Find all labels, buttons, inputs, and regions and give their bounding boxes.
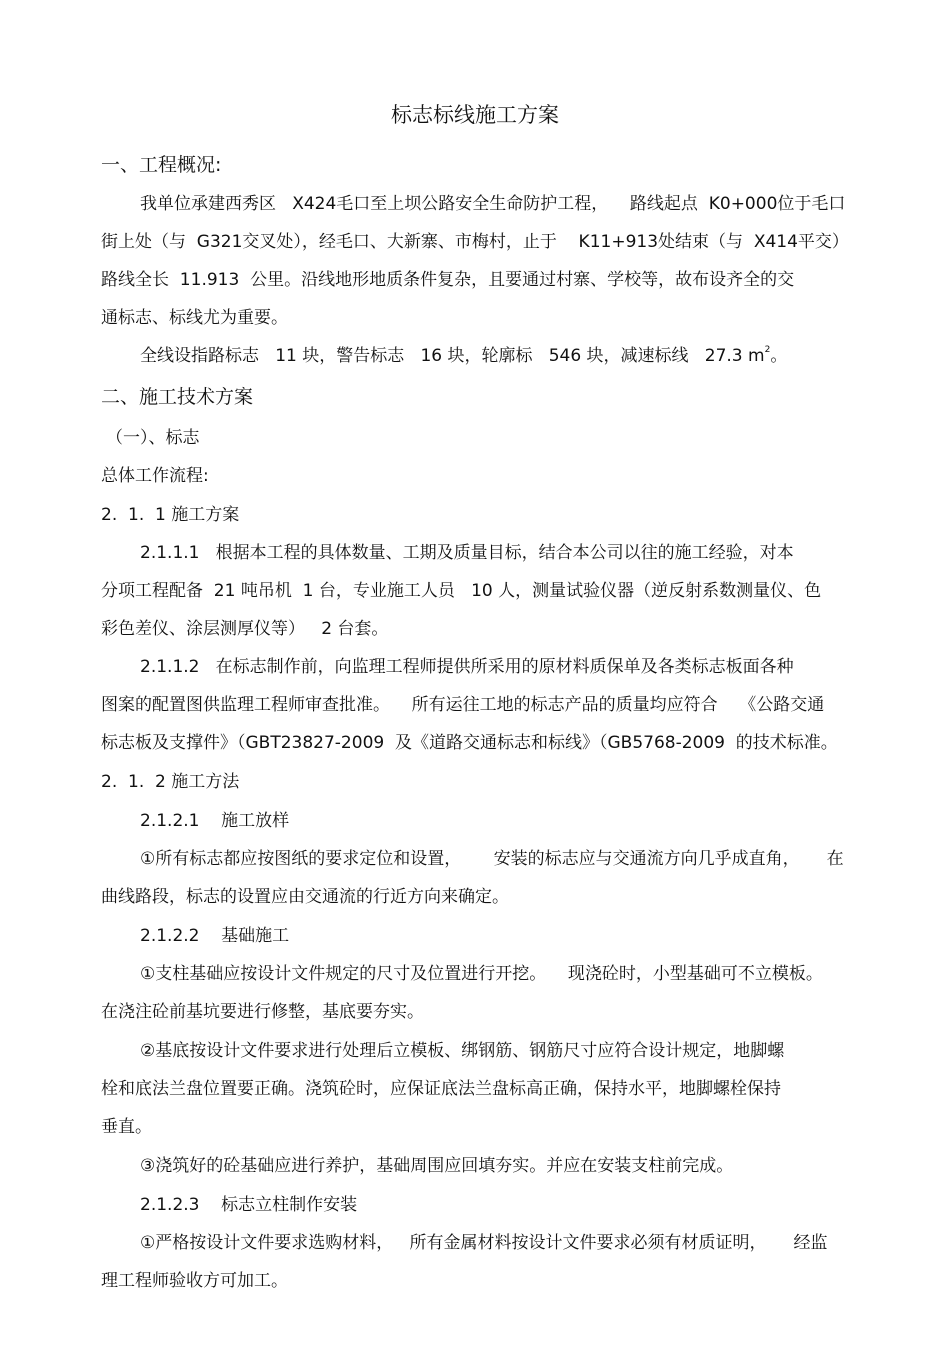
- quantities-text: 全线设指路标志 11 块，警告标志 16 块，轮廓标 546 块，减速标线 27.3 m: [140, 346, 765, 366]
- paragraph-line: 彩色差仪、涂层测厚仪等） 2 台套。: [101, 619, 389, 639]
- quantities-end: 。: [770, 346, 788, 366]
- paragraph-line: 在浇注砼前基坑要进行修整，基底要夯实。: [101, 1002, 424, 1022]
- section-heading-technical: 二、施工技术方案: [101, 386, 254, 408]
- clause-heading-2-1-1: 2. 1. 1 施工方案: [101, 505, 240, 525]
- paragraph-line: ②基底按设计文件要求进行处理后立模板、绑钢筋、钢筋尺寸应符合设计规定，地脚螺: [140, 1041, 785, 1061]
- paragraph-line: 通标志、标线尤为重要。: [101, 308, 288, 328]
- clause-heading-2-1-2-3: 2.1.2.3 标志立柱制作安装: [140, 1195, 358, 1215]
- paragraph-line: ①所有标志都应按图纸的要求定位和设置， 安装的标志应与交通流方向几乎成直角， 在: [140, 849, 844, 869]
- paragraph-line: ③浇筑好的砼基础应进行养护，基础周围应回填夯实。并应在安装支柱前完成。: [140, 1156, 734, 1176]
- clause-heading-2-1-2-2: 2.1.2.2 基础施工: [140, 926, 290, 946]
- paragraph-line: 2.1.1.2 在标志制作前，向监理工程师提供所采用的原材料质保单及各类标志板面各种: [140, 657, 794, 677]
- paragraph-line: 分项工程配备 21 吨吊机 1 台，专业施工人员 10 人，测量试验仪器（逆反射系数测量仪、色: [101, 581, 822, 601]
- paragraph-line: 曲线路段，标志的设置应由交通流的行近方向来确定。: [101, 887, 509, 907]
- clause-heading-2-1-2-1: 2.1.2.1 施工放样: [140, 811, 290, 831]
- paragraph-line: 理工程师验收方可加工。: [101, 1271, 288, 1291]
- paragraph-line: ①支柱基础应按设计文件规定的尺寸及位置进行开挖。 现浇砼时，小型基础可不立模板。: [140, 964, 823, 984]
- superscript-2: 2: [764, 345, 771, 355]
- subsection-heading-signs: （一）、标志: [106, 428, 200, 448]
- section-heading-overview: 一、工程概况:: [101, 154, 222, 176]
- clause-heading-2-1-2: 2. 1. 2 施工方法: [101, 772, 240, 792]
- document-title: 标志标线施工方案: [391, 103, 559, 127]
- paragraph-line: 我单位承建西秀区 X424毛口至上坝公路安全生命防护工程， 路线起点 K0+000位于毛口: [140, 194, 846, 214]
- paragraph-line: 标志板及支撑件》（GBT23827-2009 及《道路交通标志和标线》（GB5768-2009 的技术标准。: [101, 733, 838, 753]
- paragraph-line: 2.1.1.1 根据本工程的具体数量、工期及质量目标，结合本公司以往的施工经验，对本: [140, 543, 794, 563]
- paragraph-line: 垂直。: [101, 1117, 152, 1137]
- paragraph-line: 图案的配置图供监理工程师审查批准。 所有运往工地的标志产品的质量均应符合 《公路交通: [101, 695, 825, 715]
- paragraph-line: 栓和底法兰盘位置要正确。浇筑砼时，应保证底法兰盘标高正确，保持水平，地脚螺栓保持: [101, 1079, 781, 1099]
- quantities-line: [140, 346, 787, 366]
- workflow-label: 总体工作流程:: [101, 466, 209, 486]
- paragraph-line: 街上处（与 G321交叉处），经毛口、大新寨、市梅村，止于 K11+913处结束（与 X414平交）: [101, 232, 849, 252]
- paragraph-line: ①严格按设计文件要求选购材料， 所有金属材料按设计文件要求必须有材质证明， 经监: [140, 1233, 828, 1253]
- paragraph-line: 路线全长 11.913 公里。沿线地形地质条件复杂，且要通过村寨、学校等，故布设齐全的交: [101, 270, 795, 290]
